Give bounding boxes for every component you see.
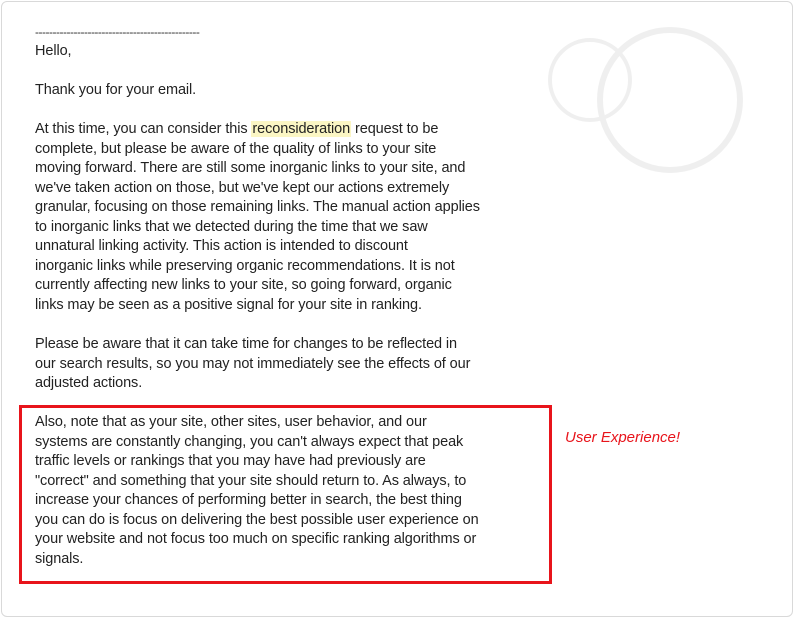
paragraph-1-line: currently affecting new links to your site, so going forward, organic — [35, 277, 452, 293]
greeting-text: Hello, — [35, 43, 72, 59]
paragraph-3-line: systems are constantly changing, you can't always expect that peak — [35, 433, 464, 450]
thanks-text: Thank you for your email. — [35, 82, 197, 98]
paragraph-3-line: your website and not focus too much on specific ranking algorithms or — [35, 531, 477, 547]
paragraph-1-line: complete, but please be aware of the quality of links to your site — [35, 140, 437, 157]
paragraph-3-line: signals. — [35, 550, 84, 567]
paragraph-3-line: "correct" and something that your site should return to. As always, to — [35, 472, 467, 489]
highlighted-word: reconsideration — [252, 121, 351, 137]
paragraph-1-line-1 — [35, 120, 438, 140]
paragraph-1-line: granular, focusing on those remaining links. The manual action applies — [35, 199, 480, 215]
paragraph-3-line: Also, note that as your site, other sites, user behavior, and our — [35, 414, 427, 430]
paragraph-1-line: moving forward. There are still some inorganic links to your site, and — [35, 160, 466, 176]
paragraph-1-line: links may be seen as a positive signal for your site in ranking. — [35, 296, 422, 313]
paragraph-3-line: traffic levels or rankings that you may have had previously are — [35, 453, 426, 469]
text-span: request to be — [351, 121, 439, 137]
paragraph-1-line: to inorganic links that we detected during the time that we saw — [35, 218, 428, 235]
text-span: At this time, you can consider this — [35, 121, 252, 137]
paragraph-3-line: increase your chances of performing better in search, the best thing — [35, 492, 462, 508]
user-experience-annotation: User Experience! — [565, 429, 681, 446]
paragraph-1-line: unnatural linking activity. This action is intended to discount — [35, 238, 408, 254]
paragraph-3-line: you can do is focus on delivering the best possible user experience on — [35, 511, 479, 528]
email-divider: ----------------------------------------------- — [35, 25, 200, 39]
paragraph-2-line: our search results, so you may not immediately see the effects of our — [35, 355, 471, 372]
paragraph-1-line: we've taken action on those, but we've kept our actions extremely — [35, 179, 450, 196]
paragraph-2-line: Please be aware that it can take time for changes to be reflected in — [35, 336, 458, 352]
paragraph-1-line: inorganic links while preserving organic recommendations. It is not — [35, 257, 455, 274]
paragraph-2-line: adjusted actions. — [35, 375, 143, 391]
